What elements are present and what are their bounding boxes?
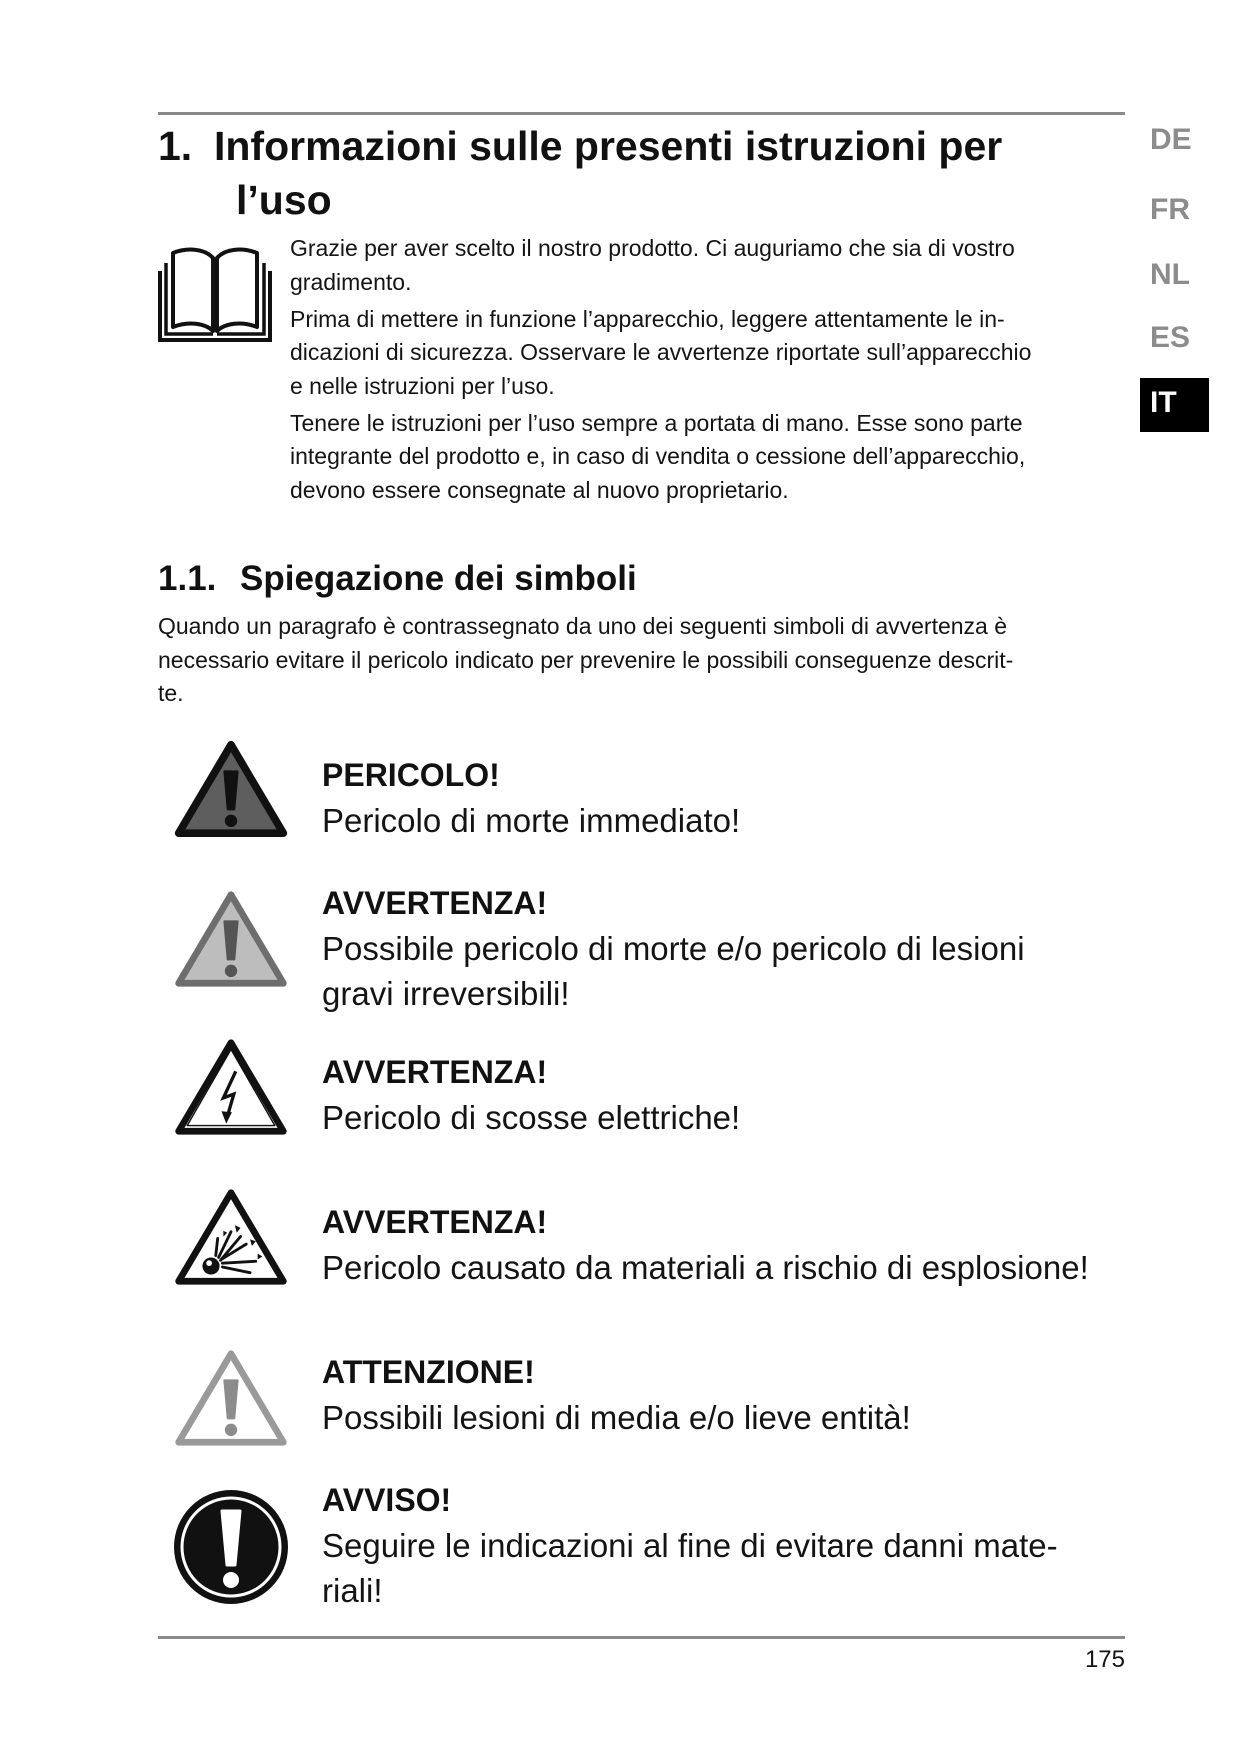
book-icon [157, 243, 273, 343]
warning-notice [322, 1477, 1125, 1613]
page-number: 175 [1084, 1646, 1125, 1673]
paragraph-line: necessario evitare il pericolo indicato per prevenire le possibili conseguenze descrit- [158, 646, 1014, 673]
paragraph-line: te. [158, 680, 184, 706]
bottom-rule [158, 1636, 1125, 1639]
warning-label: ATTENZIONE! [322, 1354, 535, 1390]
danger-triangle-icon [172, 739, 290, 838]
caution-triangle-icon [172, 1348, 290, 1447]
warning-description: riali! [322, 1572, 383, 1609]
explosion-triangle-icon [172, 1187, 290, 1286]
warning-explosion [322, 1199, 1125, 1290]
language-tab-de: DE [1150, 123, 1192, 156]
intro-line: Prima di mettere in funzione l’apparecchio, leggere attentamente le in- [290, 305, 1005, 332]
language-tab-fr: FR [1150, 193, 1190, 226]
warning-electric [322, 1049, 1125, 1140]
warning-description: gravi irreversibili! [322, 975, 570, 1012]
language-tab-it-label: IT [1150, 386, 1177, 419]
warning-label: AVVERTENZA! [322, 885, 548, 921]
language-tab-it-active [1140, 378, 1209, 432]
warning-description: Pericolo di morte immediato! [322, 802, 741, 839]
intro-line: devono essere consegnate al nuovo proprietario. [290, 476, 789, 503]
warning-description: Possibile pericolo di morte e/o pericolo di lesioni [322, 930, 1025, 967]
intro-line: gradimento. [290, 268, 412, 295]
warning-description: Pericolo causato da materiali a rischio di esplosione! [322, 1249, 1089, 1286]
warning-label: AVVERTENZA! [322, 1204, 548, 1240]
intro-paragraph-1 [290, 232, 1125, 299]
warning-description: Seguire le indicazioni al fine di evitare danni mate- [322, 1527, 1058, 1564]
language-tab-nl: NL [1150, 258, 1190, 291]
intro-paragraph-2 [290, 303, 1125, 404]
warning-description: Pericolo di scosse elettriche! [322, 1099, 741, 1136]
warning-general [322, 880, 1125, 1016]
warning-triangle-icon [172, 889, 290, 988]
warning-label: AVVERTENZA! [322, 1054, 548, 1090]
language-tab-es: ES [1150, 321, 1191, 354]
notice-circle-icon [171, 1487, 291, 1607]
section-1-title-line-1: Informazioni sulle presenti istruzioni per [214, 123, 1003, 169]
paragraph-line: Quando un paragrafo è contrassegnato da uno dei seguenti simboli di avvertenza è [158, 613, 1008, 639]
section-1-1-title: Spiegazione dei simboli [240, 559, 637, 598]
intro-line: Grazie per aver scelto il nostro prodotto. Ci auguriamo che sia di vostro [290, 235, 1015, 261]
intro-line: e nelle istruzioni per l’uso. [290, 372, 555, 399]
intro-paragraph-3 [290, 407, 1125, 508]
section-1-1-number: 1.1. [158, 559, 217, 598]
warning-label: AVVISO! [322, 1482, 452, 1518]
warning-caution [322, 1349, 1125, 1440]
top-rule [158, 112, 1125, 115]
section-1-1-paragraph [158, 610, 1125, 711]
warning-description: Possibili lesioni di media e/o lieve entità! [322, 1399, 911, 1436]
section-1-intro [290, 232, 1125, 507]
electric-shock-triangle-icon [172, 1037, 290, 1136]
intro-line: Tenere le istruzioni per l’uso sempre a portata di mano. Esse sono parte [290, 409, 1023, 436]
section-1-title-line-2: l’uso [236, 177, 332, 223]
intro-line: dicazioni di sicurezza. Osservare le avvertenze riportate sull’apparecchio [290, 339, 1032, 365]
intro-line: integrante del prodotto e, in caso di vendita o cessione dell’apparecchio, [290, 443, 1026, 469]
section-1-number: 1. [158, 123, 193, 169]
warning-label: PERICOLO! [322, 757, 500, 793]
warning-danger [322, 752, 1125, 843]
